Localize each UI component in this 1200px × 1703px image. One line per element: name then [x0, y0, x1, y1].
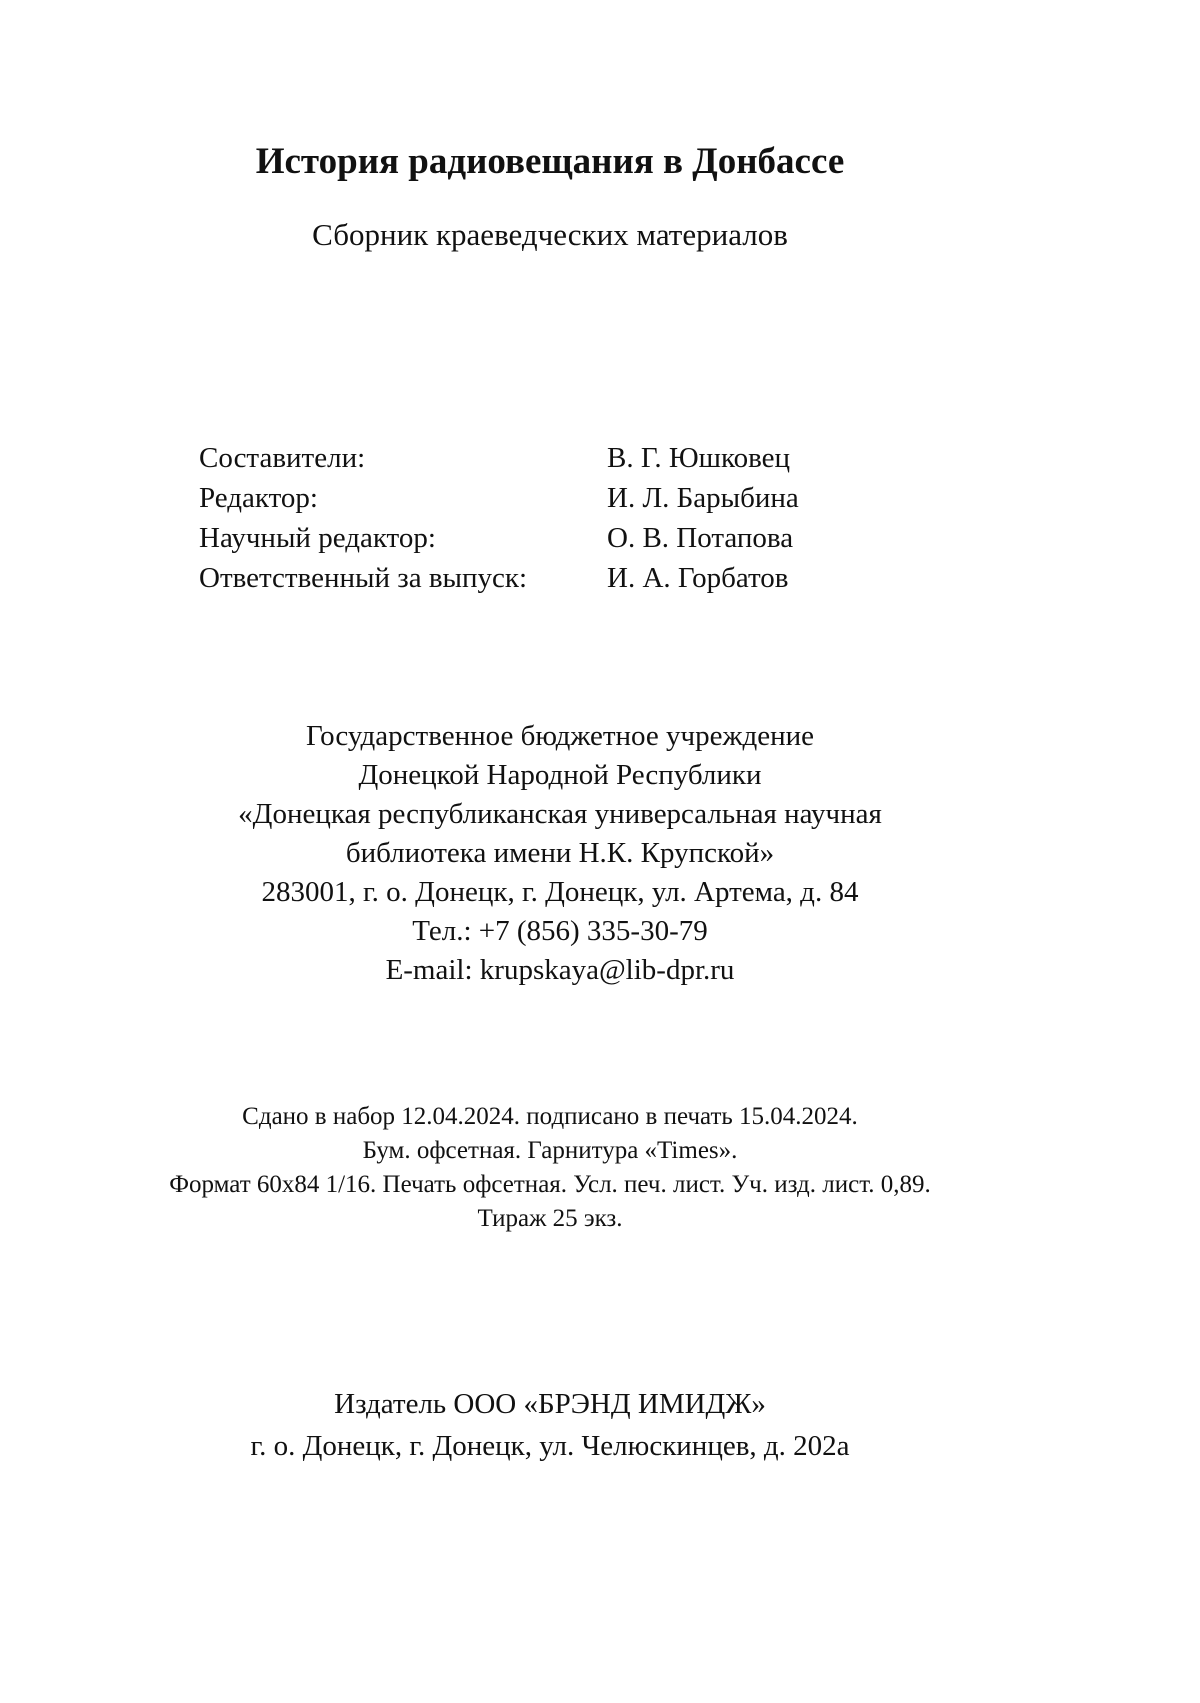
- credit-row-responsible: [199, 558, 799, 598]
- document-subtitle: Сборник краеведческих материалов: [312, 217, 788, 252]
- imprint-line: Сдано в набор 12.04.2024. подписано в печать 15.04.2024.: [242, 1103, 858, 1130]
- institution-address: 283001, г. о. Донецк, г. Донецк, ул. Артема, д. 84: [261, 876, 859, 908]
- credit-name: И. А. Горбатов: [607, 562, 789, 594]
- imprint-line: Тираж 25 экз.: [477, 1205, 623, 1232]
- publisher-name: Издатель ООО «БРЭНД ИМИДЖ»: [334, 1388, 766, 1420]
- imprint-line: Бум. офсетная. Гарнитура «Times».: [362, 1137, 738, 1164]
- credit-role: Ответственный за выпуск:: [199, 562, 528, 594]
- institution-line: Донецкой Народной Республики: [358, 759, 762, 791]
- credits-block: [199, 438, 799, 598]
- imprint-block: [0, 1100, 1100, 1236]
- institution-line: библиотека имени Н.К. Крупской»: [345, 837, 775, 869]
- document-title: История радиовещания в Донбассе: [255, 141, 845, 182]
- institution-block: [0, 717, 1120, 990]
- credit-role: Редактор:: [199, 482, 318, 514]
- imprint-line: Формат 60х84 1/16. Печать офсетная. Усл. печ. лист. Уч. изд. лист. 0,89.: [169, 1171, 931, 1198]
- credit-role: Составители:: [199, 442, 366, 474]
- credit-name: И. Л. Барыбина: [607, 482, 799, 514]
- publisher-block: [0, 1383, 1100, 1467]
- credit-row-editor: [199, 478, 799, 518]
- credit-role: Научный редактор:: [199, 522, 436, 554]
- institution-line: «Донецкая республиканская универсальная научная: [238, 798, 882, 830]
- institution-email: E-mail: krupskaya@lib-dpr.ru: [385, 954, 735, 986]
- credit-row-scientific-editor: [199, 518, 799, 558]
- credit-name: В. Г. Юшковец: [607, 442, 791, 474]
- credit-row-compilers: [199, 438, 799, 478]
- institution-phone: Тел.: +7 (856) 335-30-79: [412, 915, 708, 947]
- credit-name: О. В. Потапова: [607, 522, 794, 554]
- institution-line: Государственное бюджетное учреждение: [305, 720, 815, 752]
- publisher-address: г. о. Донецк, г. Донецк, ул. Челюскинцев, д. 202а: [250, 1430, 850, 1462]
